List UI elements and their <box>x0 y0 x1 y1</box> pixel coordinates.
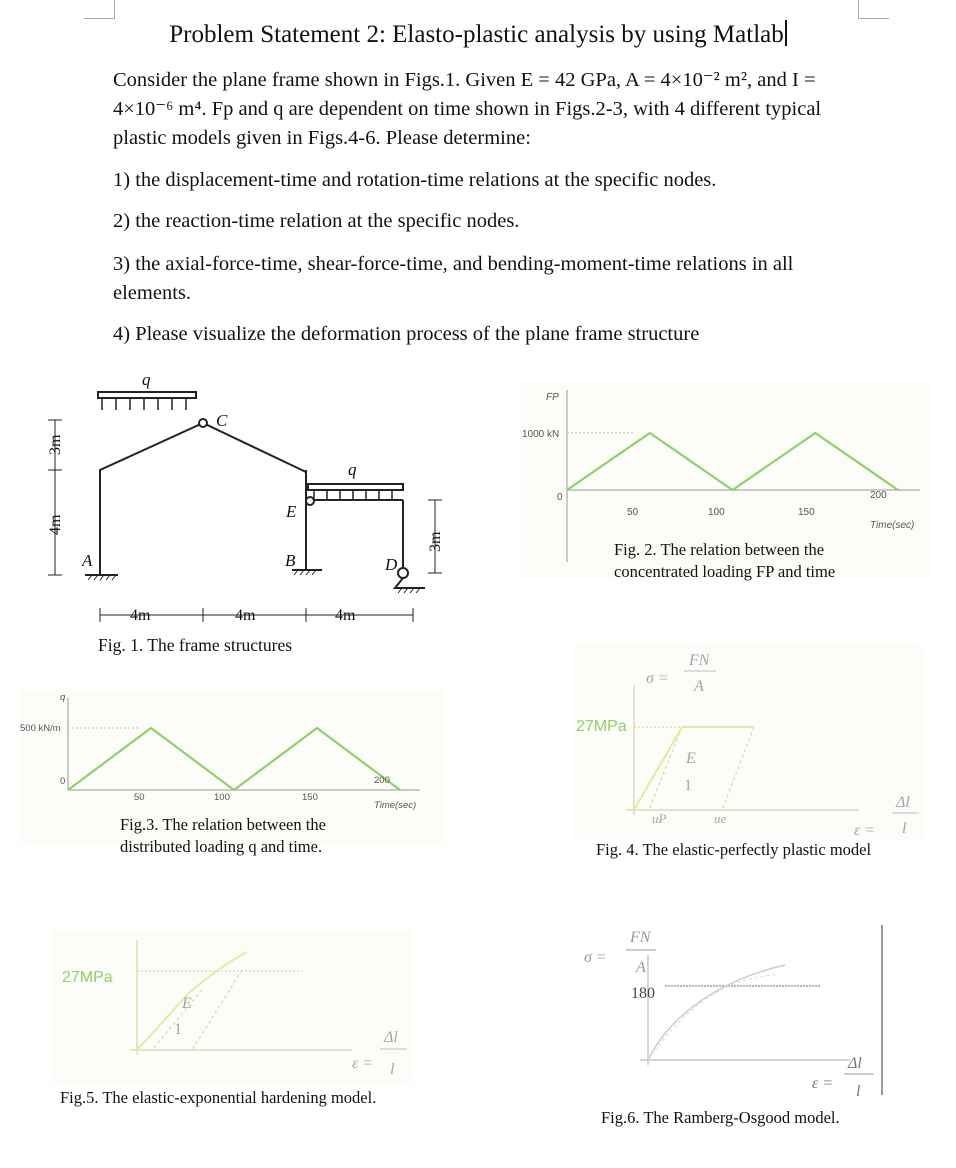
fig2-x-tick-200: 200 <box>870 490 887 501</box>
fig5-modulus-label: E <box>182 995 192 1012</box>
dim-width-3: 4m <box>335 607 356 624</box>
fig6-caption: Fig.6. The Ramberg-Osgood model. <box>601 1108 840 1127</box>
fig3-caption-line2: distributed loading q and time. <box>120 837 323 856</box>
node-e-hinge <box>306 497 314 505</box>
fig4-sigma-den: A <box>694 678 704 695</box>
fig4-modulus-label: E <box>686 750 696 767</box>
fig3-x-tick-200: 200 <box>374 775 390 786</box>
fig3-x-tick-100: 100 <box>214 792 230 803</box>
corner-mark-left <box>84 0 115 19</box>
load-label-q-right: q <box>348 460 357 479</box>
load-q-right <box>308 484 403 490</box>
intro-paragraph: Consider the plane frame shown in Figs.1. Given E = 42 GPa, A = 4×10⁻² m², and I = 4×10⁻⁶ m⁴. Fp and q are dependent on time shown in Figs.2-3, with 4 different typical plastic models given in Figs.4-6. Please determine: <box>113 69 822 149</box>
fig2-caption-line2: concentrated loading FP and time <box>614 562 836 581</box>
node-label-e: E <box>286 502 297 521</box>
fig2-y-tick-1000: 1000 kN <box>522 429 560 440</box>
fig5-stress-strain-diagram <box>52 930 412 1085</box>
task-item-1: 1) the displacement-time and rotation-time relations at the specific nodes. <box>113 169 717 191</box>
fig2-caption-line1: Fig. 2. The relation between the <box>614 540 825 559</box>
fig4-ue-label: ue <box>714 811 727 826</box>
fig2-y-tick-0: 0 <box>557 492 563 503</box>
fig6-eps-num: Δl <box>848 1055 862 1072</box>
fig6-eps-den: l <box>856 1083 861 1100</box>
fig4-sigma-num: FN <box>689 652 710 669</box>
page-title <box>0 20 956 49</box>
fig1-frame-diagram <box>30 360 470 640</box>
fig6-yield-label: 180 <box>631 985 655 1002</box>
fig6-sigma-num: FN <box>630 929 651 946</box>
fig4-stress-strain-diagram <box>574 645 924 840</box>
fig2-x-axis-label: Time(sec) <box>870 520 915 531</box>
node-d-roller <box>398 568 408 578</box>
fig6-sigma-den: A <box>636 959 646 976</box>
fig3-x-axis-label: Time(sec) <box>374 800 417 811</box>
task-item-3: 3) the axial-force-time, shear-force-time, and bending-moment-time relations in all elements. <box>113 253 794 304</box>
fig6-eps-label: ε = <box>812 1075 834 1092</box>
title-text: Problem Statement 2: Elasto-plastic analysis by using Matlab <box>169 21 784 48</box>
fig3-x-tick-150: 150 <box>302 792 318 803</box>
fig2-x-tick-50: 50 <box>627 507 639 518</box>
fig4-slope-one: 1 <box>684 777 692 794</box>
node-label-d: D <box>385 555 398 574</box>
fig2-y-axis-label: FP <box>546 392 559 403</box>
fig5-slope-one: 1 <box>174 1021 182 1038</box>
fig6-sigma-label: σ = <box>584 949 607 966</box>
frame-member-left <box>100 423 306 575</box>
fig4-eps-den: l <box>902 820 907 837</box>
node-label-b: B <box>285 551 296 570</box>
corner-mark-right <box>858 0 889 19</box>
dim-height-3: 3m <box>427 531 444 552</box>
fig3-y-tick-0: 0 <box>60 776 66 787</box>
dim-height-1: 4m <box>47 514 64 535</box>
fig3-caption-line1: Fig.3. The relation between the <box>120 815 326 834</box>
fig1-caption: Fig. 1. The frame structures <box>98 635 293 655</box>
fig4-up-label: uP <box>652 811 667 826</box>
fig5-eps-den: l <box>390 1061 395 1078</box>
node-c-hinge <box>199 419 207 427</box>
fig4-yield-label: 27MPa <box>576 718 627 735</box>
dim-width-1: 4m <box>130 607 151 624</box>
fig2-x-tick-100: 100 <box>708 507 725 518</box>
task-item-4: 4) Please visualize the deformation process of the plane frame structure <box>113 323 700 345</box>
fig3-y-tick-500: 500 kN/m <box>20 723 61 734</box>
fig5-eps-label: ε = <box>352 1055 374 1072</box>
fig4-eps-label: ε = <box>854 822 876 839</box>
node-label-a: A <box>82 551 93 570</box>
task-item-2: 2) the reaction-time relation at the specific nodes. <box>113 210 520 232</box>
fig3-y-axis-label: q <box>60 692 66 703</box>
fig3-x-tick-50: 50 <box>134 792 145 803</box>
fig2-x-tick-150: 150 <box>798 507 815 518</box>
fig4-sigma-label: σ = <box>646 670 669 687</box>
fig5-eps-num: Δl <box>384 1029 398 1046</box>
dim-height-2: 3m <box>47 434 64 455</box>
fig4-eps-num: Δl <box>896 794 910 811</box>
fig4-caption: Fig. 4. The elastic-perfectly plastic model <box>596 840 872 859</box>
load-label-q-top: q <box>142 370 151 389</box>
fig5-yield-label: 27MPa <box>62 969 113 986</box>
fig5-caption: Fig.5. The elastic-exponential hardening model. <box>60 1088 377 1107</box>
dim-width-2: 4m <box>235 607 256 624</box>
fig6-stress-strain-diagram <box>580 920 890 1110</box>
text-cursor <box>785 20 787 46</box>
node-label-c: C <box>216 411 228 430</box>
load-q-top <box>98 392 196 398</box>
